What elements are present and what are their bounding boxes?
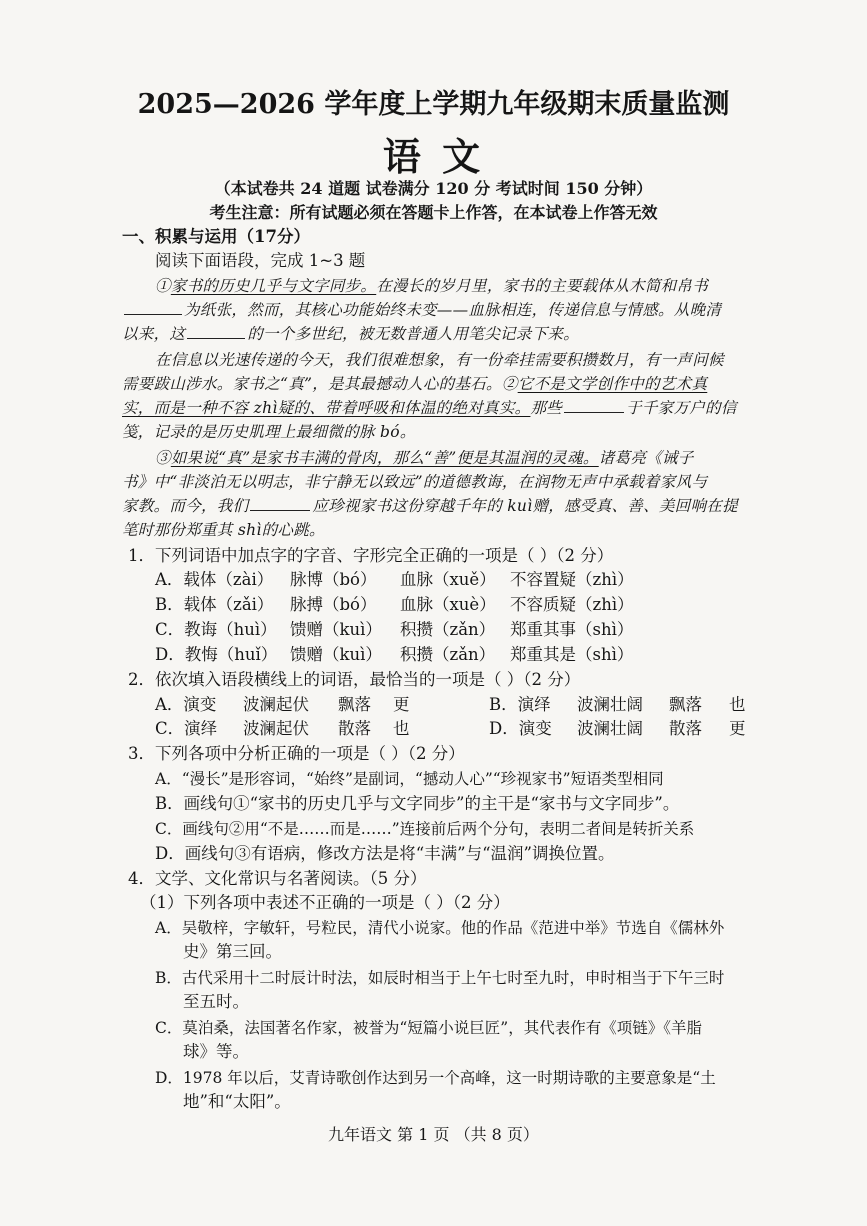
question-3-stem: 3．下列各项中分析正确的一项是（ ）（2 分） bbox=[128, 744, 465, 763]
passage-line: 为纸张，然而，其核心功能始终未变——血脉相连，传递信息与情感。从晚清 bbox=[122, 298, 721, 322]
section-heading: 一、积累与运用（17分） bbox=[122, 227, 310, 246]
underlined-sentence-3: 如果说“真”是家书丰满的骨肉，那么“善”便是其温润的灵魂。 bbox=[170, 449, 599, 467]
exam-notice: 考生注意：所有试题必须在答题卡上作答，在本试卷上作答无效 bbox=[209, 203, 658, 222]
question-4-stem: 4．文学、文化常识与名著阅读。（5 分） bbox=[128, 869, 427, 888]
question-4-option-c: C．莫泊桑，法国著名作家，被誉为“短篇小说巨匠”，其代表作有《项链》《羊脂 bbox=[155, 1019, 702, 1037]
underlined-sentence-2: 它不是文学创作中的艺术真 bbox=[517, 375, 708, 393]
question-4-option-b: B．古代采用十二时辰计时法，如辰时相当于上午七时至九时，申时相当于下午三时 bbox=[155, 969, 725, 987]
question-3-option-b: B．画线句①“家书的历史几乎与文字同步”的主干是“家书与文字同步”。 bbox=[155, 794, 680, 813]
answer-blank bbox=[187, 324, 245, 339]
question-4-option-d: D．1978 年以后，艾青诗歌创作达到另一个高峰，这一时期诗歌的主要意象是“土 bbox=[155, 1069, 716, 1087]
passage-line: 需要跋山涉水。家书之“真”，是其最撼动人心的基石。②它不是文学创作中的艺术真 bbox=[122, 375, 708, 393]
passage-line: ①家书的历史几乎与文字同步。在漫长的岁月里，家书的主要载体从木简和帛书 bbox=[155, 277, 709, 295]
question-2-options-cd: C．演绎 波澜起伏 散落 也 D．演变 波澜壮阔 散落 更 bbox=[155, 719, 746, 738]
page-footer: 九年语文 第 1 页 （共 8 页） bbox=[328, 1125, 539, 1144]
passage-line: 以来，这 的一个多世纪，被无数普通人用笔尖记录下来。 bbox=[122, 325, 580, 343]
question-4-sub-1: （1）下列各项中表述不正确的一项是（ ）（2 分） bbox=[140, 893, 510, 912]
passage-line: 书》中“非淡泊无以明志，非宁静无以致远”的道德教诲，在润物无声中承载着家风与 bbox=[122, 473, 708, 491]
question-1-option-b: B．载体（zǎi） 脉搏（bó） 血脉（xuè） 不容质疑（zhì） bbox=[155, 595, 634, 614]
question-2-options-ab: A．演变 波澜起伏 飘落 更 B．演绎 波澜壮阔 飘落 也 bbox=[155, 695, 746, 714]
question-1-option-d: D．教悔（huǐ） 馈赠（kuì） 积攒（zǎn） 郑重其是（shì） bbox=[155, 645, 634, 664]
question-4-option-a-cont: 史》第三回。 bbox=[183, 942, 282, 961]
question-4-option-c-cont: 球》等。 bbox=[183, 1042, 249, 1061]
underlined-sentence-2-cont: 实，而是一种不容 zhì疑的、带着呼吸和体温的绝对真实。 bbox=[122, 399, 531, 417]
question-1-option-a: A．载体（zài） 脉博（bó） 血脉（xuě） 不容置疑（zhì） bbox=[155, 570, 634, 589]
question-3-option-c: C．画线句②用“不是……而是……”连接前后两个分句，表明二者间是转折关系 bbox=[155, 820, 695, 838]
sentence-number: ① bbox=[155, 277, 171, 295]
passage-line: ③如果说“真”是家书丰满的骨肉，那么“善”便是其温润的灵魂。诸葛亮《诫子 bbox=[155, 449, 694, 467]
question-4-option-d-cont: 地”和“太阳”。 bbox=[183, 1092, 291, 1111]
exam-info: （本试卷共 24 道题 试卷满分 120 分 考试时间 150 分钟） bbox=[214, 179, 653, 198]
underlined-sentence-1: 家书的历史几乎与文字同步。 bbox=[170, 277, 377, 295]
answer-blank bbox=[124, 300, 182, 315]
question-3-option-d: D．画线句③有语病，修改方法是将“丰满”与“温润”调换位置。 bbox=[155, 844, 615, 863]
passage-line: 笔时那份郑重其 shì的心跳。 bbox=[122, 521, 325, 539]
question-1-stem: 1．下列词语中加点字的字音、字形完全正确的一项是（ ）（2 分） bbox=[128, 546, 614, 565]
subject-title: 语 文 bbox=[382, 134, 485, 179]
reading-instruction: 阅读下面语段，完成 1~3 题 bbox=[155, 251, 366, 270]
answer-blank bbox=[564, 398, 624, 413]
passage-line: 实，而是一种不容 zhì疑的、带着呼吸和体温的绝对真实。那些 于千家万户的信 bbox=[122, 399, 737, 417]
passage-line: 在信息以光速传递的今天，我们很难想象，有一份牵挂需要积攒数月，有一声问候 bbox=[155, 351, 724, 369]
question-4-option-b-cont: 至五时。 bbox=[183, 992, 249, 1011]
answer-blank bbox=[250, 496, 310, 511]
passage-line: 笺，记录的是历史肌理上最细微的脉 bó。 bbox=[122, 423, 416, 441]
question-4-option-a: A．吴敬梓，字敏轩，号粒民，清代小说家。他的作品《范进中举》节选自《儒林外 bbox=[155, 919, 725, 937]
question-3-option-a: A．“漫长”是形容词，“始终”是副词，“撼动人心”“珍视家书”短语类型相同 bbox=[155, 770, 664, 788]
exam-title: 2025—2026 学年度上学期九年级期末质量监测 bbox=[137, 89, 730, 120]
passage-line: 家教。而今，我们 应珍视家书这份穿越千年的 kuì赠，感受真、善、美回响在提 bbox=[122, 497, 738, 515]
question-2-stem: 2．依次填入语段横线上的词语，最恰当的一项是（ ）（2 分） bbox=[128, 670, 581, 689]
question-1-option-c: C．教诲（huì） 馈赠（kuì） 积攒（zǎn） 郑重其事（shì） bbox=[155, 620, 634, 639]
